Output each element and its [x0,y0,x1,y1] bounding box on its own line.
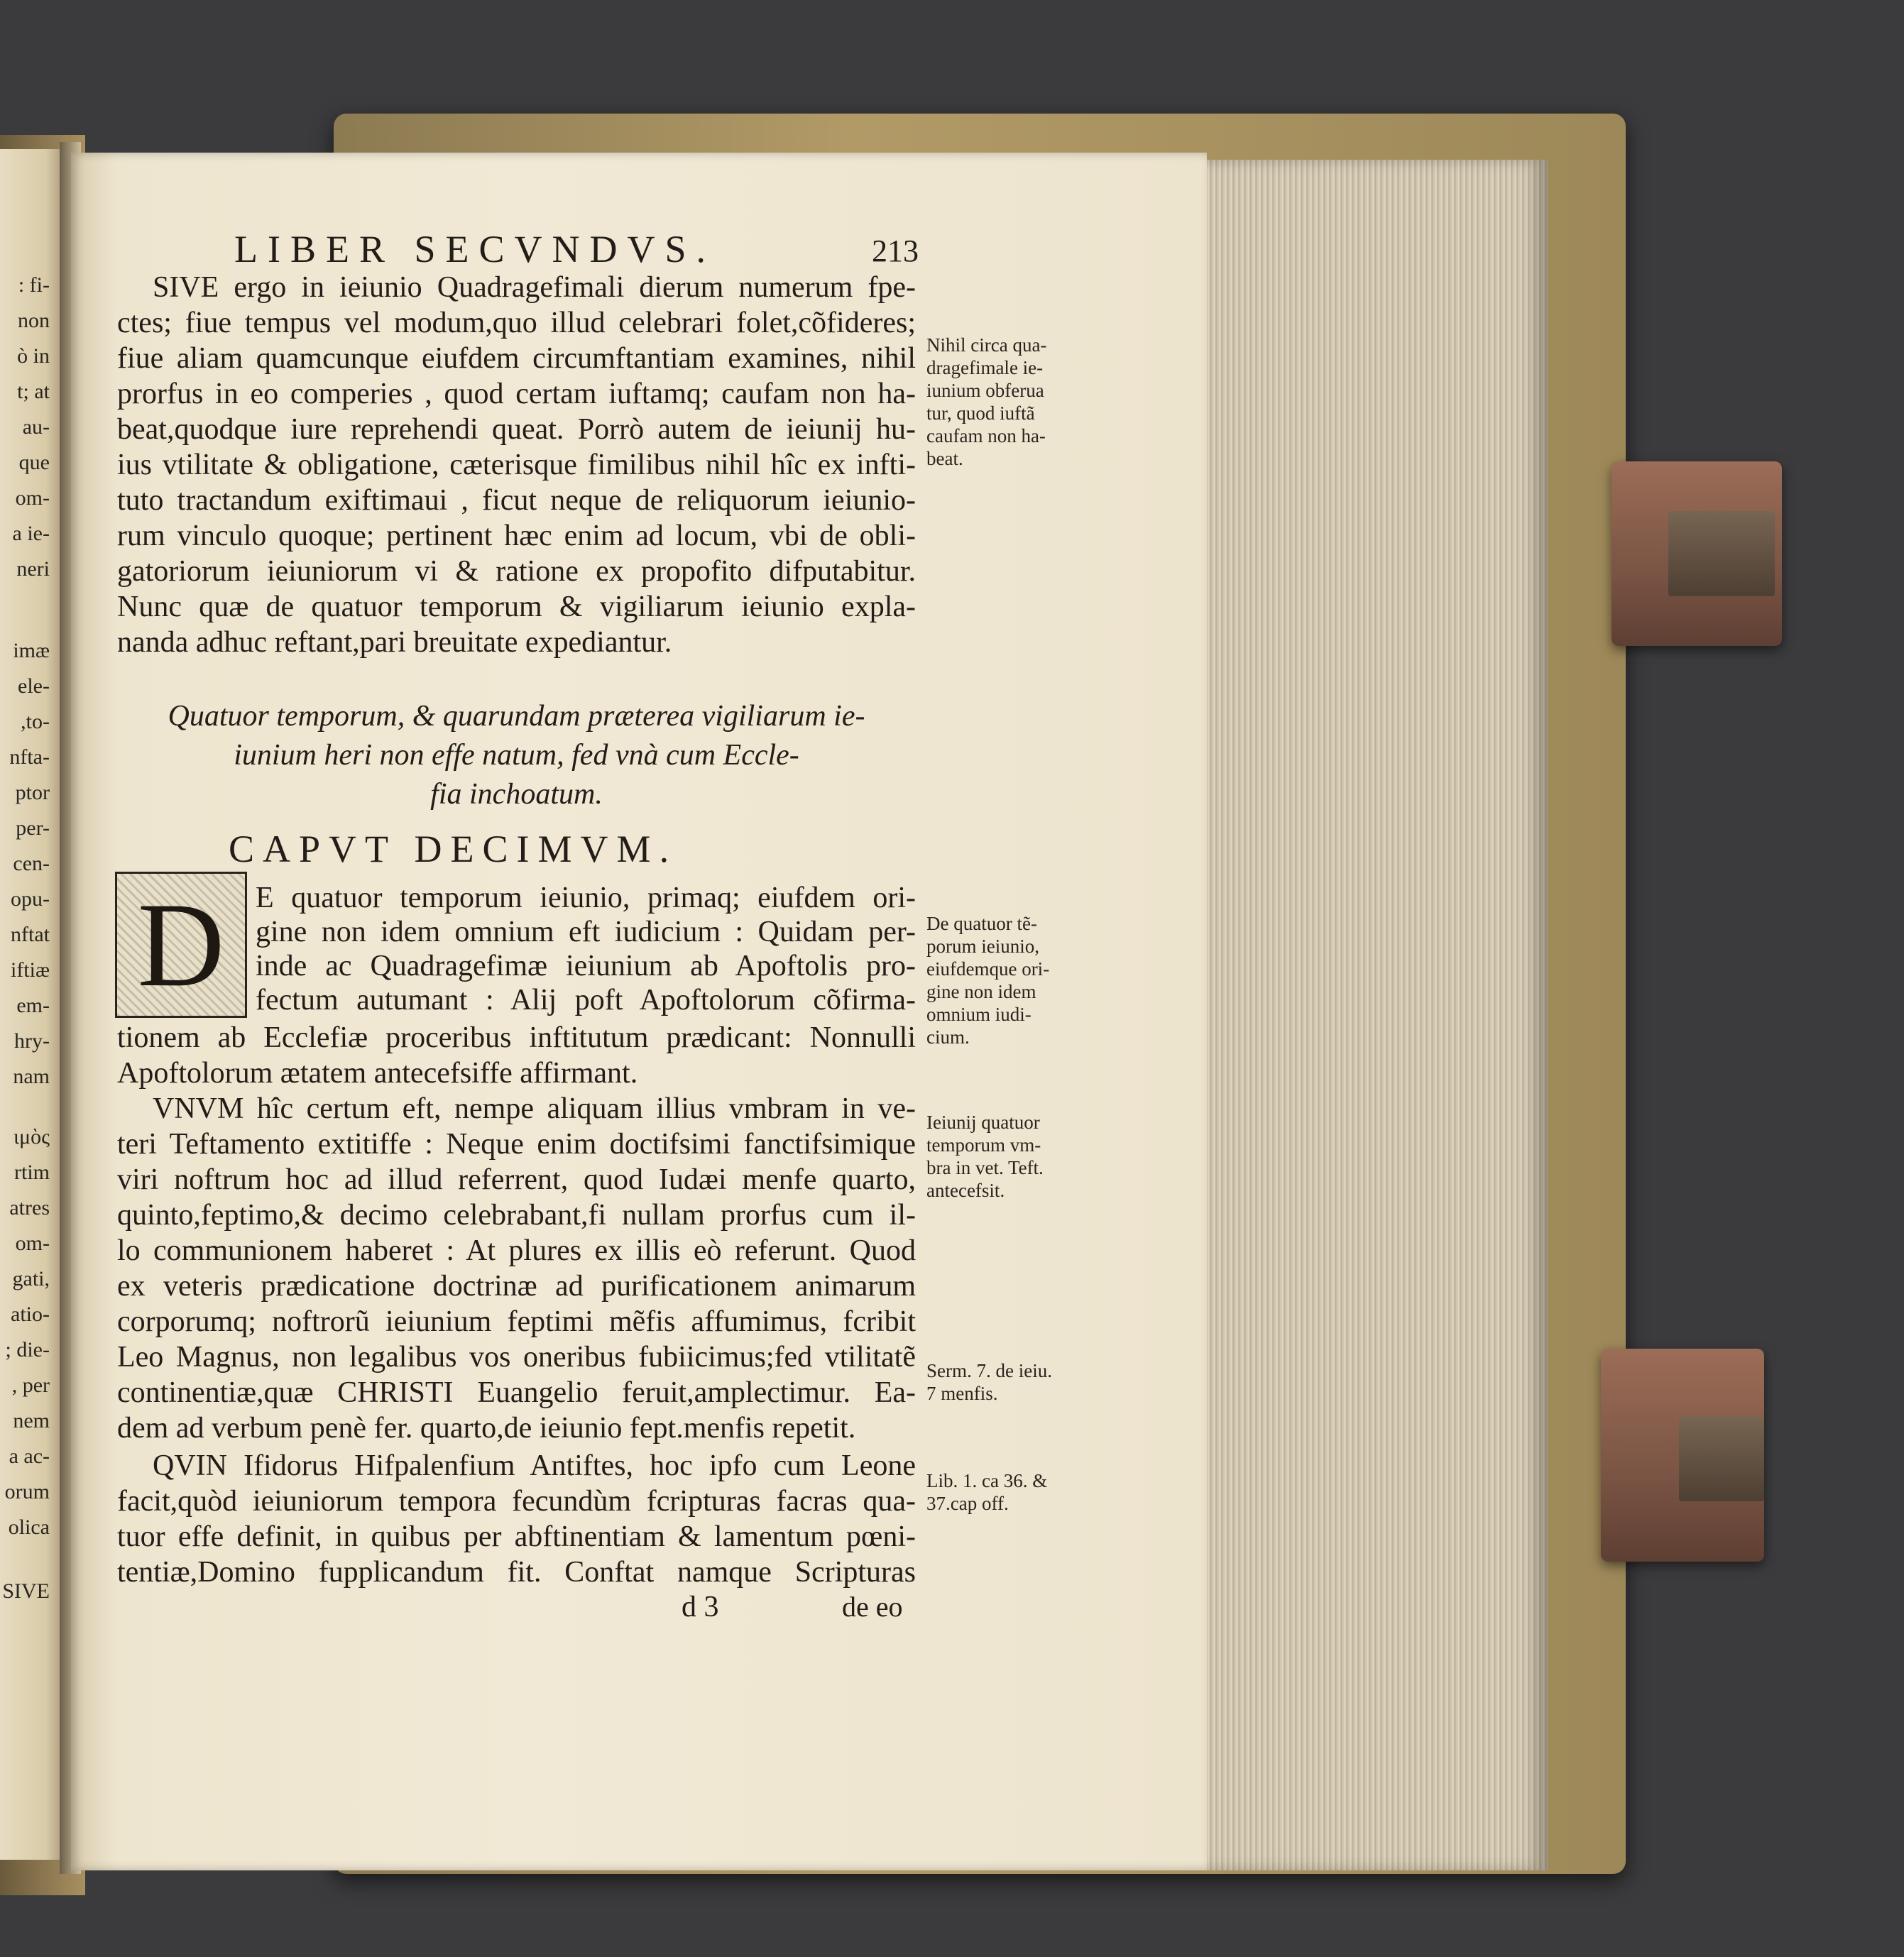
text-line: continentiæ,quæ CHRISTI Euangelio feruit,amplectimur. Ea- [117,1376,916,1409]
text-line: gatoriorum ieiuniorum vi & ratione ex propofito difputabitur. [117,555,916,588]
text-line: ctes; fiue tempus vel modum,quo illud celebrari folet,cõfideres; [117,307,916,339]
margin-note-line: eiufdemque ori- [926,958,1050,980]
left-facing-page [0,149,65,1860]
text-line: E quatuor temporum ieiunio, primaq; eiufdem ori- [256,882,916,914]
text-line: SIVE ergo in ieiunio Quadragefimali dierum numerum fpe- [153,271,916,304]
text-line: teri Teftamento extitiffe : Neque enim doctifsimi fanctifsimique [117,1128,916,1161]
left-page-line-fragment: om- [15,1232,50,1255]
upper-clasp-hinge [1668,511,1775,596]
margin-note-line: antecefsit. [926,1180,1005,1201]
left-page-line-fragment: non [18,309,50,332]
margin-note-line: gine non idem [926,981,1036,1002]
lower-clasp [1601,1349,1764,1562]
text-line: QVIN Ifidorus Hifpalenfium Antiftes, hoc ipfo cum Leone [153,1449,916,1482]
left-page-line-fragment: nftat [11,923,50,946]
text-line: quinto,feptimo,& decimo celebrabant,fi nullam prorfus cum il- [117,1199,916,1232]
text-line: corporumq; noftrorũ ieiunium feptimi mẽfis affumimus, fcribit [117,1305,916,1338]
left-page-line-fragment: t; at [17,380,50,403]
left-page-line-fragment: SIVE [2,1579,50,1603]
left-page-line-fragment: a ac- [9,1445,50,1468]
margin-note [926,1359,1097,1405]
margin-note [926,334,1097,470]
margin-note-line: Lib. 1. ca 36. & [926,1470,1048,1491]
signature-mark: d 3 [682,1591,719,1623]
margin-note-line: beat. [926,448,963,469]
text-line: rum vinculo quoque; pertinent hæc enim ad locum, vbi de obli- [117,520,916,552]
left-page-line-fragment: atio- [11,1303,50,1326]
decorated-initial [115,872,247,1018]
left-page-line-fragment: que [18,451,50,474]
margin-note-line: temporum vm- [926,1134,1041,1156]
margin-note-line: De quatuor tẽ- [926,913,1037,934]
margin-note-line: cium. [926,1026,970,1048]
left-page-line-fragment: em- [16,994,50,1017]
text-line: dem ad verbum penè fer. quarto,de ieiunio fept.menfis repetit. [117,1412,856,1445]
chapter-summary-line: iunium heri non effe natum, fed vnà cum Eccle- [234,739,799,772]
left-page-line-fragment: orum [4,1480,50,1503]
text-line: ius vtilitate & obligatione, cæterisque fimilibus nihil hîc ex infti- [117,449,916,481]
text-line: tuor effe definit, in quibus per abftinentiam & lamentum pœni- [117,1520,916,1553]
margin-note-line: 37.cap off. [926,1493,1009,1514]
decorated-initial-letter: D [137,878,225,1012]
left-page-line-fragment: , per [11,1374,50,1397]
margin-note [926,1469,1097,1515]
left-page-line-fragment: imæ [13,639,50,662]
text-line: ex veteris prædicatione doctrinæ ad purificationem animarum [117,1270,916,1303]
left-page-line-fragment: ptor [15,781,50,804]
left-page-line-fragment: rtim [14,1161,50,1184]
left-page-line-fragment: iftiæ [10,958,50,982]
text-line: gine non idem omnium eft iudicium : Quidam per- [256,916,916,948]
text-line: Nunc quæ de quatuor temporum & vigiliarum ieiunio expla- [117,591,916,623]
left-page-line-fragment: gati, [12,1267,50,1290]
left-page-line-fragment: olica [8,1515,50,1539]
left-page-line-fragment: a ie- [12,522,50,545]
text-line: facit,quòd ieiuniorum tempora fecundùm fcripturas facras qua- [117,1485,916,1518]
left-page-line-fragment: cen- [13,852,50,875]
left-page-line-fragment: : fi- [18,273,50,297]
left-page-line-fragment: opu- [11,887,50,911]
margin-note-line: dragefimale ie- [926,357,1044,378]
margin-note-line: iunium obferua [926,380,1044,401]
left-page-line-fragment: hry- [14,1029,50,1053]
text-line: Leo Magnus, non legalibus vos oneribus fubiicimus;fed vtilitatẽ [117,1341,916,1374]
left-page-line-fragment: per- [16,816,50,840]
margin-note-line: caufam non ha- [926,425,1046,446]
margin-note-line: Ieiunij quatuor [926,1112,1040,1133]
margin-note-line: Nihil circa qua- [926,334,1047,356]
text-line: VNVM hîc certum eft, nempe aliquam illius vmbram in ve- [153,1092,916,1125]
left-page-line-fragment: atres [9,1196,50,1219]
margin-note-line: bra in vet. Teft. [926,1157,1044,1178]
chapter-summary-line: Quatuor temporum, & quarundam præterea vigiliarum ie- [168,700,865,733]
left-page-line-fragment: neri [16,557,50,581]
text-line: viri noftrum hoc ad illud referrent, quod Iudæi menfe quarto, [117,1163,916,1196]
left-page-line-fragment: ιμὸς [13,1125,50,1149]
left-page-line-fragment: nem [13,1409,50,1432]
text-line: beat,quodque iure reprehendi queat. Porrò autem de ieiunij hu- [117,413,916,446]
left-page-line-fragment: ò in [17,344,50,368]
text-line: fiue aliam quamcunque eiufdem circumftantiam examines, nihil [117,342,916,375]
left-page-line-fragment: nam [13,1065,50,1088]
left-page-line-fragment: ele- [18,674,50,698]
running-title: LIBER SECVNDVS. [234,228,716,270]
text-line: tuto tractandum exiftimaui , ficut neque de reliquorum ieiunio- [117,484,916,517]
left-page-line-fragment: om- [15,486,50,510]
margin-note-line: Serm. 7. de ieiu. [926,1360,1052,1381]
upper-clasp [1612,461,1782,646]
margin-note-line: omnium iudi- [926,1004,1032,1025]
catchword: de eo [842,1591,903,1623]
chapter-summary-line: fia inchoatum. [430,778,603,811]
left-page-line-fragment: au- [22,415,50,439]
chapter-title: CAPVT DECIMVM. [229,828,678,870]
text-line: prorfus in eo comperies , quod certam iuftamq; caufam non ha- [117,378,916,410]
text-line: Apoftolorum ætatem antecefsiffe affirmant. [117,1057,638,1090]
margin-note-line: tur, quod iuftã [926,402,1035,424]
text-line: nanda adhuc reftant,pari breuitate expediantur. [117,626,672,659]
margin-note-line: porum ieiunio, [926,936,1039,957]
lower-clasp-hinge [1679,1416,1764,1501]
margin-note-line: 7 menfis. [926,1383,998,1404]
margin-note [926,912,1097,1048]
text-line: lo communionem haberet : At plures ex illis eò referunt. Quod [117,1234,916,1267]
left-page-line-fragment: ; die- [5,1338,50,1361]
text-line: tionem ab Ecclefiæ proceribus inftitutum prædicant: Nonnulli [117,1021,916,1054]
left-page-line-fragment: nfta- [9,745,50,769]
text-line: inde ac Quadragefimæ ieiunium ab Apoftolis pro- [256,950,916,982]
page-block-edges [1207,160,1548,1870]
margin-note [926,1111,1097,1202]
text-line: fectum autumant : Alij poft Apoftolorum cõfirma- [256,984,916,1016]
text-line: tentiæ,Domino fupplicandum fit. Conftat namque Scripturas [117,1556,916,1589]
page-number: 213 [872,234,919,268]
left-page-line-fragment: ,to- [21,710,50,733]
